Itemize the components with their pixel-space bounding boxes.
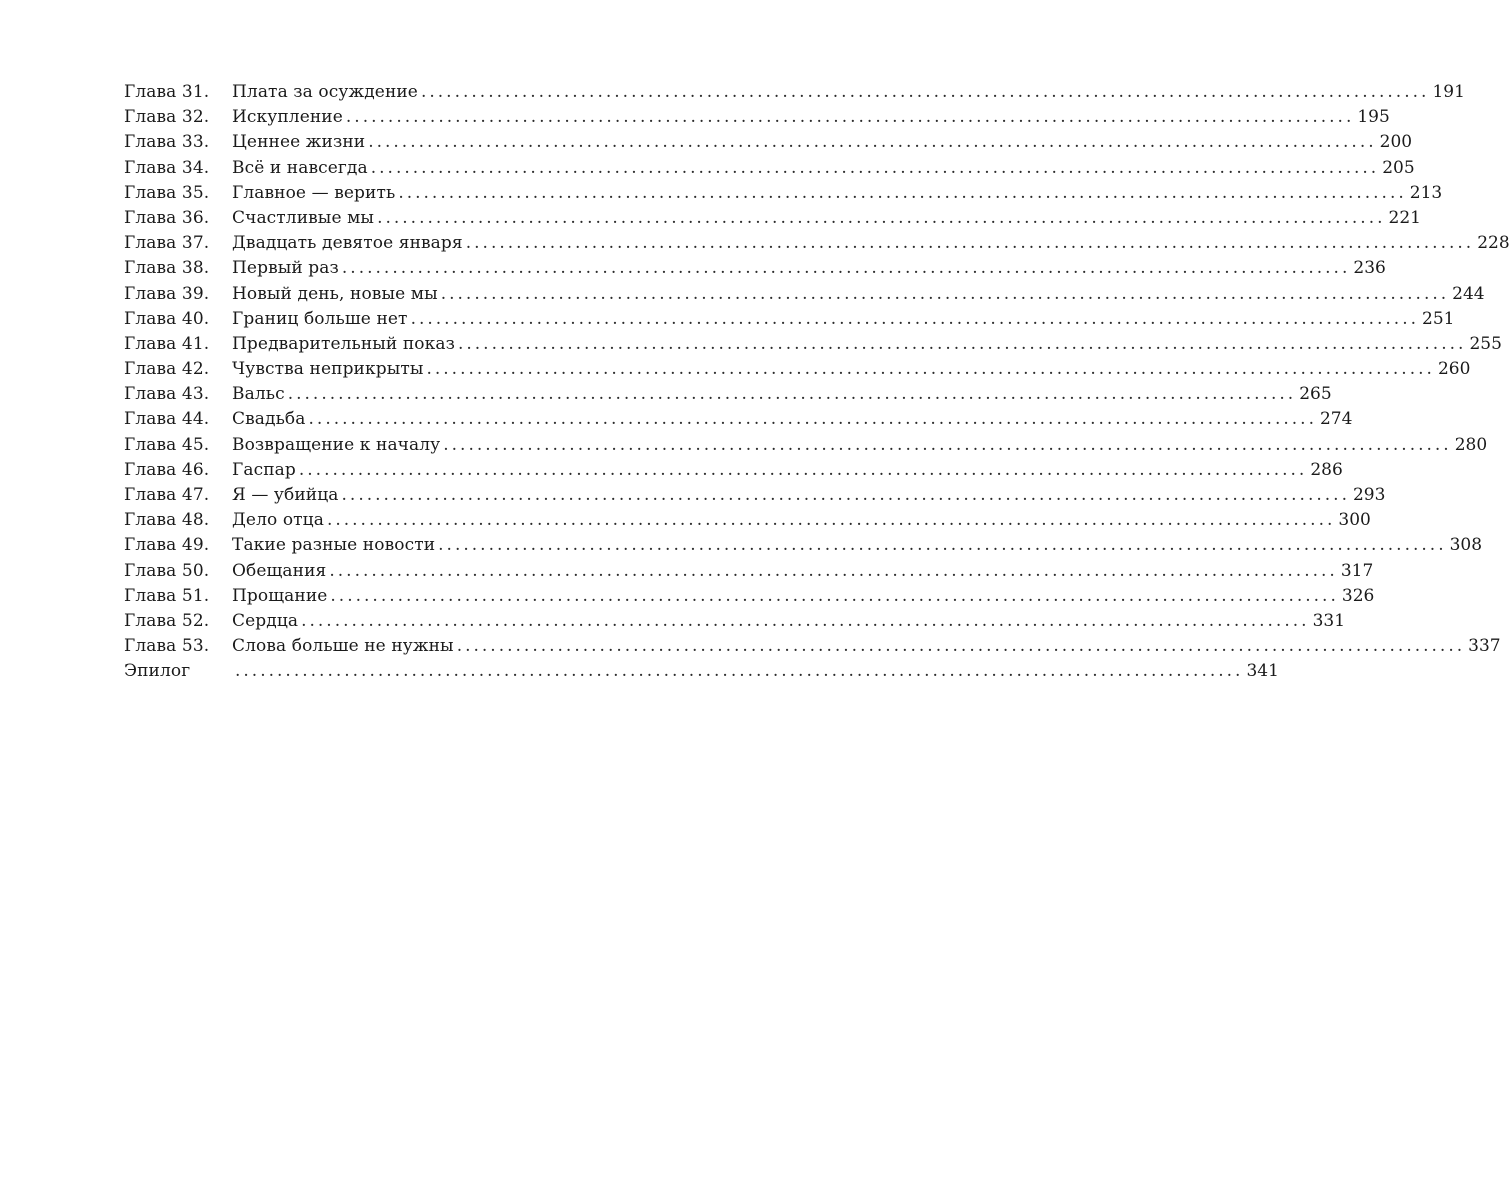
page-number: 255 bbox=[1469, 333, 1502, 354]
dot-leader: ........................................................................................................................ bbox=[440, 283, 1450, 304]
toc-entry bbox=[124, 231, 1510, 256]
chapter-title: Новый день, новые мы bbox=[232, 283, 438, 304]
page-number: 331 bbox=[1312, 610, 1346, 631]
toc-entry bbox=[124, 458, 1343, 483]
chapter-title: Двадцать девятое января bbox=[232, 233, 463, 254]
chapter-label: Глава 35. bbox=[124, 182, 210, 203]
chapter-title: Ценнее жизни bbox=[232, 132, 366, 153]
page-number: 308 bbox=[1449, 535, 1483, 556]
page-number: 341 bbox=[1246, 661, 1279, 682]
toc-entry bbox=[124, 307, 1455, 332]
page-number: 244 bbox=[1452, 283, 1485, 304]
dot-leader: ........................................................................................................................ bbox=[456, 636, 1466, 657]
toc-entry bbox=[124, 105, 1390, 130]
toc-entry bbox=[124, 181, 1443, 206]
toc-entry bbox=[124, 130, 1413, 155]
chapter-label: Глава 37. bbox=[124, 233, 210, 254]
chapter-title: Обещания bbox=[232, 560, 327, 581]
chapter-label: Глава 53. bbox=[124, 636, 210, 657]
chapter-label: Глава 39. bbox=[124, 283, 210, 304]
chapter-label: Глава 36. bbox=[124, 207, 210, 228]
toc-entry bbox=[124, 584, 1375, 609]
page-number: 280 bbox=[1454, 434, 1488, 455]
chapter-title: Всё и навсегда bbox=[232, 157, 368, 178]
chapter-label: Глава 44. bbox=[124, 409, 210, 430]
toc-entry bbox=[124, 559, 1374, 584]
chapter-title: Плата за осуждение bbox=[232, 82, 418, 102]
chapter-title: Главное — верить bbox=[232, 182, 396, 203]
chapter-title: Предварительный показ bbox=[232, 333, 455, 354]
chapter-label: Глава 47. bbox=[124, 485, 210, 505]
dot-leader: ........................................................................................................................ bbox=[377, 207, 1386, 228]
table-of-contents bbox=[124, 80, 1510, 685]
page-number: 300 bbox=[1338, 510, 1371, 531]
page-number: 251 bbox=[1422, 308, 1455, 329]
dot-leader: ........................................................................................................................ bbox=[457, 333, 1467, 354]
chapter-title: Дело отца bbox=[232, 510, 324, 531]
toc-entry bbox=[124, 659, 1279, 684]
dot-leader: ........................................................................................................................ bbox=[298, 459, 1308, 480]
page-number: 326 bbox=[1341, 585, 1375, 606]
page-number: 236 bbox=[1353, 258, 1386, 279]
toc-entry bbox=[124, 483, 1386, 508]
dot-leader: ........................................................................................................................ bbox=[287, 384, 1297, 405]
chapter-label: Глава 48. bbox=[124, 510, 210, 531]
dot-leader: ........................................................................................................................ bbox=[398, 182, 1407, 203]
chapter-label: Глава 52. bbox=[124, 610, 210, 631]
chapter-label: Глава 51. bbox=[124, 585, 210, 606]
chapter-title: Вальс bbox=[232, 384, 285, 405]
page-number: 337 bbox=[1468, 636, 1501, 657]
dot-leader: ........................................................................................................................ bbox=[443, 434, 1452, 455]
dot-leader: ........................................................................................................................ bbox=[308, 409, 1317, 430]
dot-leader: ........................................................................................................................ bbox=[370, 157, 1380, 178]
chapter-label: Глава 46. bbox=[124, 459, 210, 480]
chapter-label: Глава 40. bbox=[124, 308, 210, 329]
toc-entry bbox=[124, 332, 1502, 357]
page-number: 213 bbox=[1409, 182, 1443, 203]
dot-leader: ........................................................................................................................ bbox=[420, 82, 1430, 102]
page-number: 293 bbox=[1352, 485, 1386, 505]
chapter-label: Глава 38. bbox=[124, 258, 210, 279]
dot-leader: ........................................................................................................................ bbox=[330, 585, 1339, 606]
toc-entry bbox=[124, 508, 1371, 533]
chapter-label: Глава 43. bbox=[124, 384, 210, 405]
dot-leader: ........................................................................................................................ bbox=[438, 535, 1447, 556]
dot-leader: ........................................................................................................................ bbox=[426, 359, 1435, 380]
page-number: 317 bbox=[1340, 560, 1374, 581]
toc-entry bbox=[124, 433, 1488, 458]
toc-entry bbox=[124, 609, 1346, 634]
page-number: 274 bbox=[1319, 409, 1353, 430]
chapter-label: Глава 31. bbox=[124, 82, 210, 102]
chapter-title: Возвращение к началу bbox=[232, 434, 441, 455]
page-number: 195 bbox=[1357, 107, 1390, 128]
chapter-title: Границ больше нет bbox=[232, 308, 408, 329]
page-number: 260 bbox=[1437, 359, 1471, 380]
page-number: 200 bbox=[1379, 132, 1413, 153]
page-number: 286 bbox=[1310, 459, 1343, 480]
dot-leader: ........................................................................................................................ bbox=[410, 308, 1420, 329]
dot-leader: ........................................................................................................................ bbox=[345, 107, 1355, 128]
chapter-title: Свадьба bbox=[232, 409, 306, 430]
chapter-label: Глава 45. bbox=[124, 434, 210, 455]
page-number: 228 bbox=[1477, 233, 1510, 254]
chapter-title: Такие разные новости bbox=[232, 535, 436, 556]
chapter-label: Глава 49. bbox=[124, 535, 210, 556]
chapter-title: Счастливые мы bbox=[232, 207, 375, 228]
dot-leader: ........................................................................................................................ bbox=[329, 560, 1338, 581]
chapter-title: Я — убийца bbox=[232, 485, 339, 505]
chapter-label: Глава 34. bbox=[124, 157, 210, 178]
chapter-title: Слова больше не нужны bbox=[232, 636, 454, 657]
dot-leader: ........................................................................................................................ bbox=[341, 258, 1351, 279]
chapter-label: Глава 42. bbox=[124, 359, 210, 380]
toc-entry bbox=[124, 357, 1471, 382]
toc-entry bbox=[124, 382, 1332, 407]
toc-entry bbox=[124, 407, 1353, 432]
chapter-label: Глава 50. bbox=[124, 560, 210, 581]
chapter-title: Чувства неприкрыты bbox=[232, 359, 424, 380]
chapter-title: Гаспар bbox=[232, 459, 296, 480]
dot-leader: ........................................................................................................................ bbox=[235, 661, 1244, 682]
toc-entry bbox=[124, 634, 1501, 659]
dot-leader: ........................................................................................................................ bbox=[326, 510, 1336, 531]
chapter-label: Эпилог bbox=[124, 661, 191, 682]
page-number: 205 bbox=[1382, 157, 1415, 178]
dot-leader: ........................................................................................................................ bbox=[368, 132, 1377, 153]
chapter-title: Первый раз bbox=[232, 258, 339, 279]
toc-entry bbox=[124, 206, 1421, 231]
toc-entry bbox=[124, 533, 1483, 558]
chapter-title: Прощание bbox=[232, 585, 328, 606]
chapter-title: Искупление bbox=[232, 107, 343, 128]
dot-leader: ........................................................................................................................ bbox=[341, 485, 1350, 505]
toc-entry bbox=[124, 256, 1386, 281]
page-number: 221 bbox=[1388, 207, 1421, 228]
chapter-title: Сердца bbox=[232, 610, 299, 631]
dot-leader: ........................................................................................................................ bbox=[465, 233, 1475, 254]
toc-entry bbox=[124, 282, 1485, 307]
page-number: 191 bbox=[1432, 82, 1465, 102]
toc-entry bbox=[124, 156, 1415, 181]
chapter-label: Глава 32. bbox=[124, 107, 210, 128]
chapter-label: Глава 41. bbox=[124, 333, 210, 354]
chapter-label: Глава 33. bbox=[124, 132, 210, 153]
page-number: 265 bbox=[1299, 384, 1332, 405]
toc-entry bbox=[124, 80, 1465, 105]
dot-leader: ........................................................................................................................ bbox=[301, 610, 1310, 631]
